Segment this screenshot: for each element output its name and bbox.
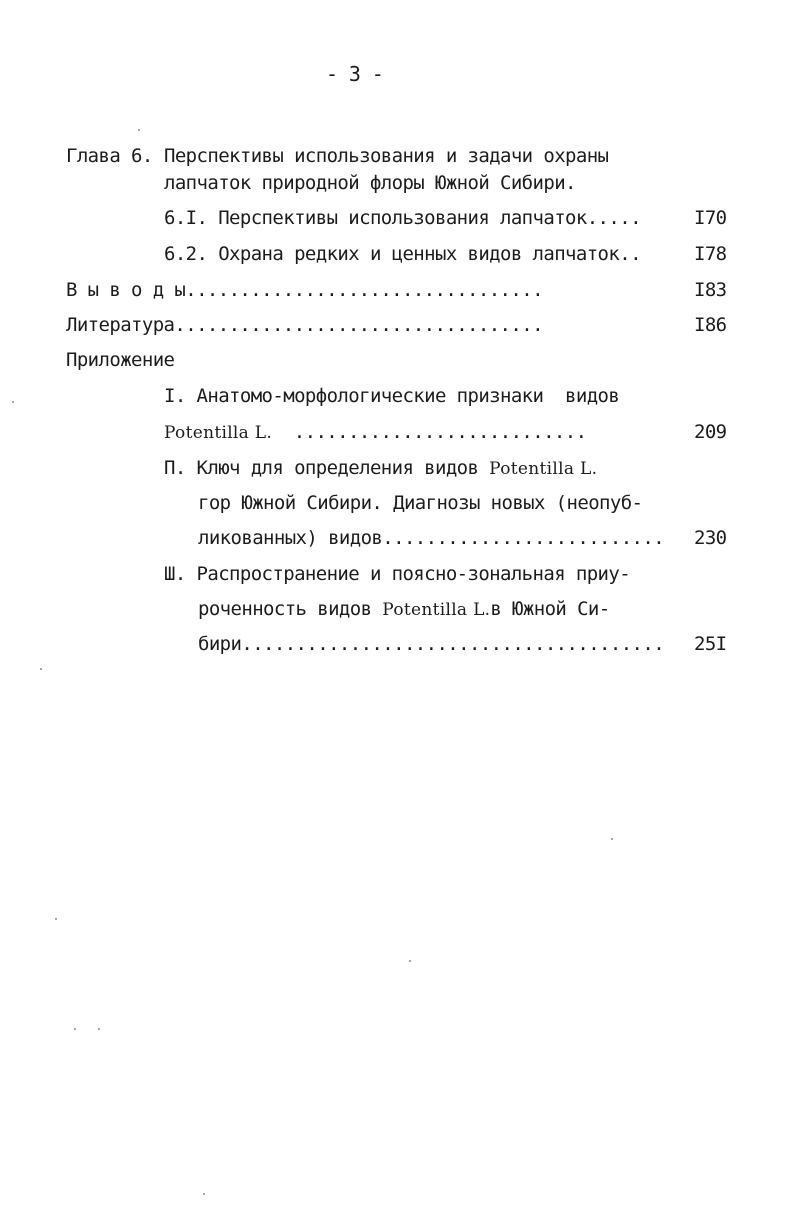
appendix-1-dots: ...........................	[272, 421, 587, 443]
toc-page-appendix-1: 209	[694, 421, 727, 443]
chapter6-title-line1: Перспективы использования и задачи охраны	[164, 145, 609, 167]
appendix-1-line2	[164, 420, 586, 445]
toc-entry-6-1: 6.I. Перспективы использования лапчаток.....	[164, 207, 641, 229]
scan-speck	[611, 838, 613, 840]
toc-page-appendix-3: 25I	[694, 633, 727, 655]
scan-speck	[203, 1193, 205, 1195]
appendix-3-line2	[198, 597, 610, 622]
scan-speck	[74, 1028, 76, 1030]
appendix-2-line1	[164, 456, 597, 481]
toc-entry-6-2: 6.2. Охрана редких и ценных видов лапчаток..	[164, 243, 641, 265]
appendix-2-line3: ликованных) видов..........................	[198, 527, 665, 549]
chapter6-label: Глава 6.	[66, 145, 153, 167]
scan-speck	[12, 401, 14, 403]
appendix-3-latin: Potentilla L.	[382, 600, 491, 620]
scan-speck	[98, 1028, 100, 1030]
scan-speck	[138, 129, 140, 131]
page-number: - 3 -	[326, 62, 384, 86]
appendix-3-line2-text-b: в Южной Си-	[490, 598, 610, 620]
scan-speck	[40, 668, 42, 670]
toc-page-6-1: I70	[694, 207, 727, 229]
appendix-2-latin: Potentilla L.	[489, 459, 598, 479]
appendix-3-line3: бири.......................................	[198, 633, 665, 655]
appendix-1-latin: Potentilla L.	[164, 423, 273, 443]
scan-speck	[409, 960, 411, 962]
toc-page-appendix-2: 230	[694, 527, 727, 549]
toc-entry-literature: Литература..................................	[66, 314, 543, 336]
toc-page-literature: I86	[694, 314, 727, 336]
scan-speck	[55, 918, 57, 920]
appendix-2-line1-text: П. Ключ для определения видов	[164, 457, 490, 479]
appendix-2-line2: гор Южной Сибири. Диагнозы новых (неопуб-	[198, 492, 643, 514]
toc-page-6-2: I78	[694, 243, 727, 265]
appendix-3-line2-text-a: роченность видов	[198, 598, 383, 620]
toc-entry-conclusions: В ы в о д ы.................................	[66, 279, 543, 301]
chapter6-title-line2: лапчаток природной флоры Южной Сибири.	[164, 172, 576, 194]
appendix-3-line1: Ш. Распространение и поясно-зональная приу-	[164, 563, 631, 585]
appendix-1-line1: I. Анатомо-морфологические признаки видов	[164, 385, 620, 407]
toc-page-conclusions: I83	[694, 279, 727, 301]
toc-appendix-label: Приложение	[66, 349, 175, 371]
